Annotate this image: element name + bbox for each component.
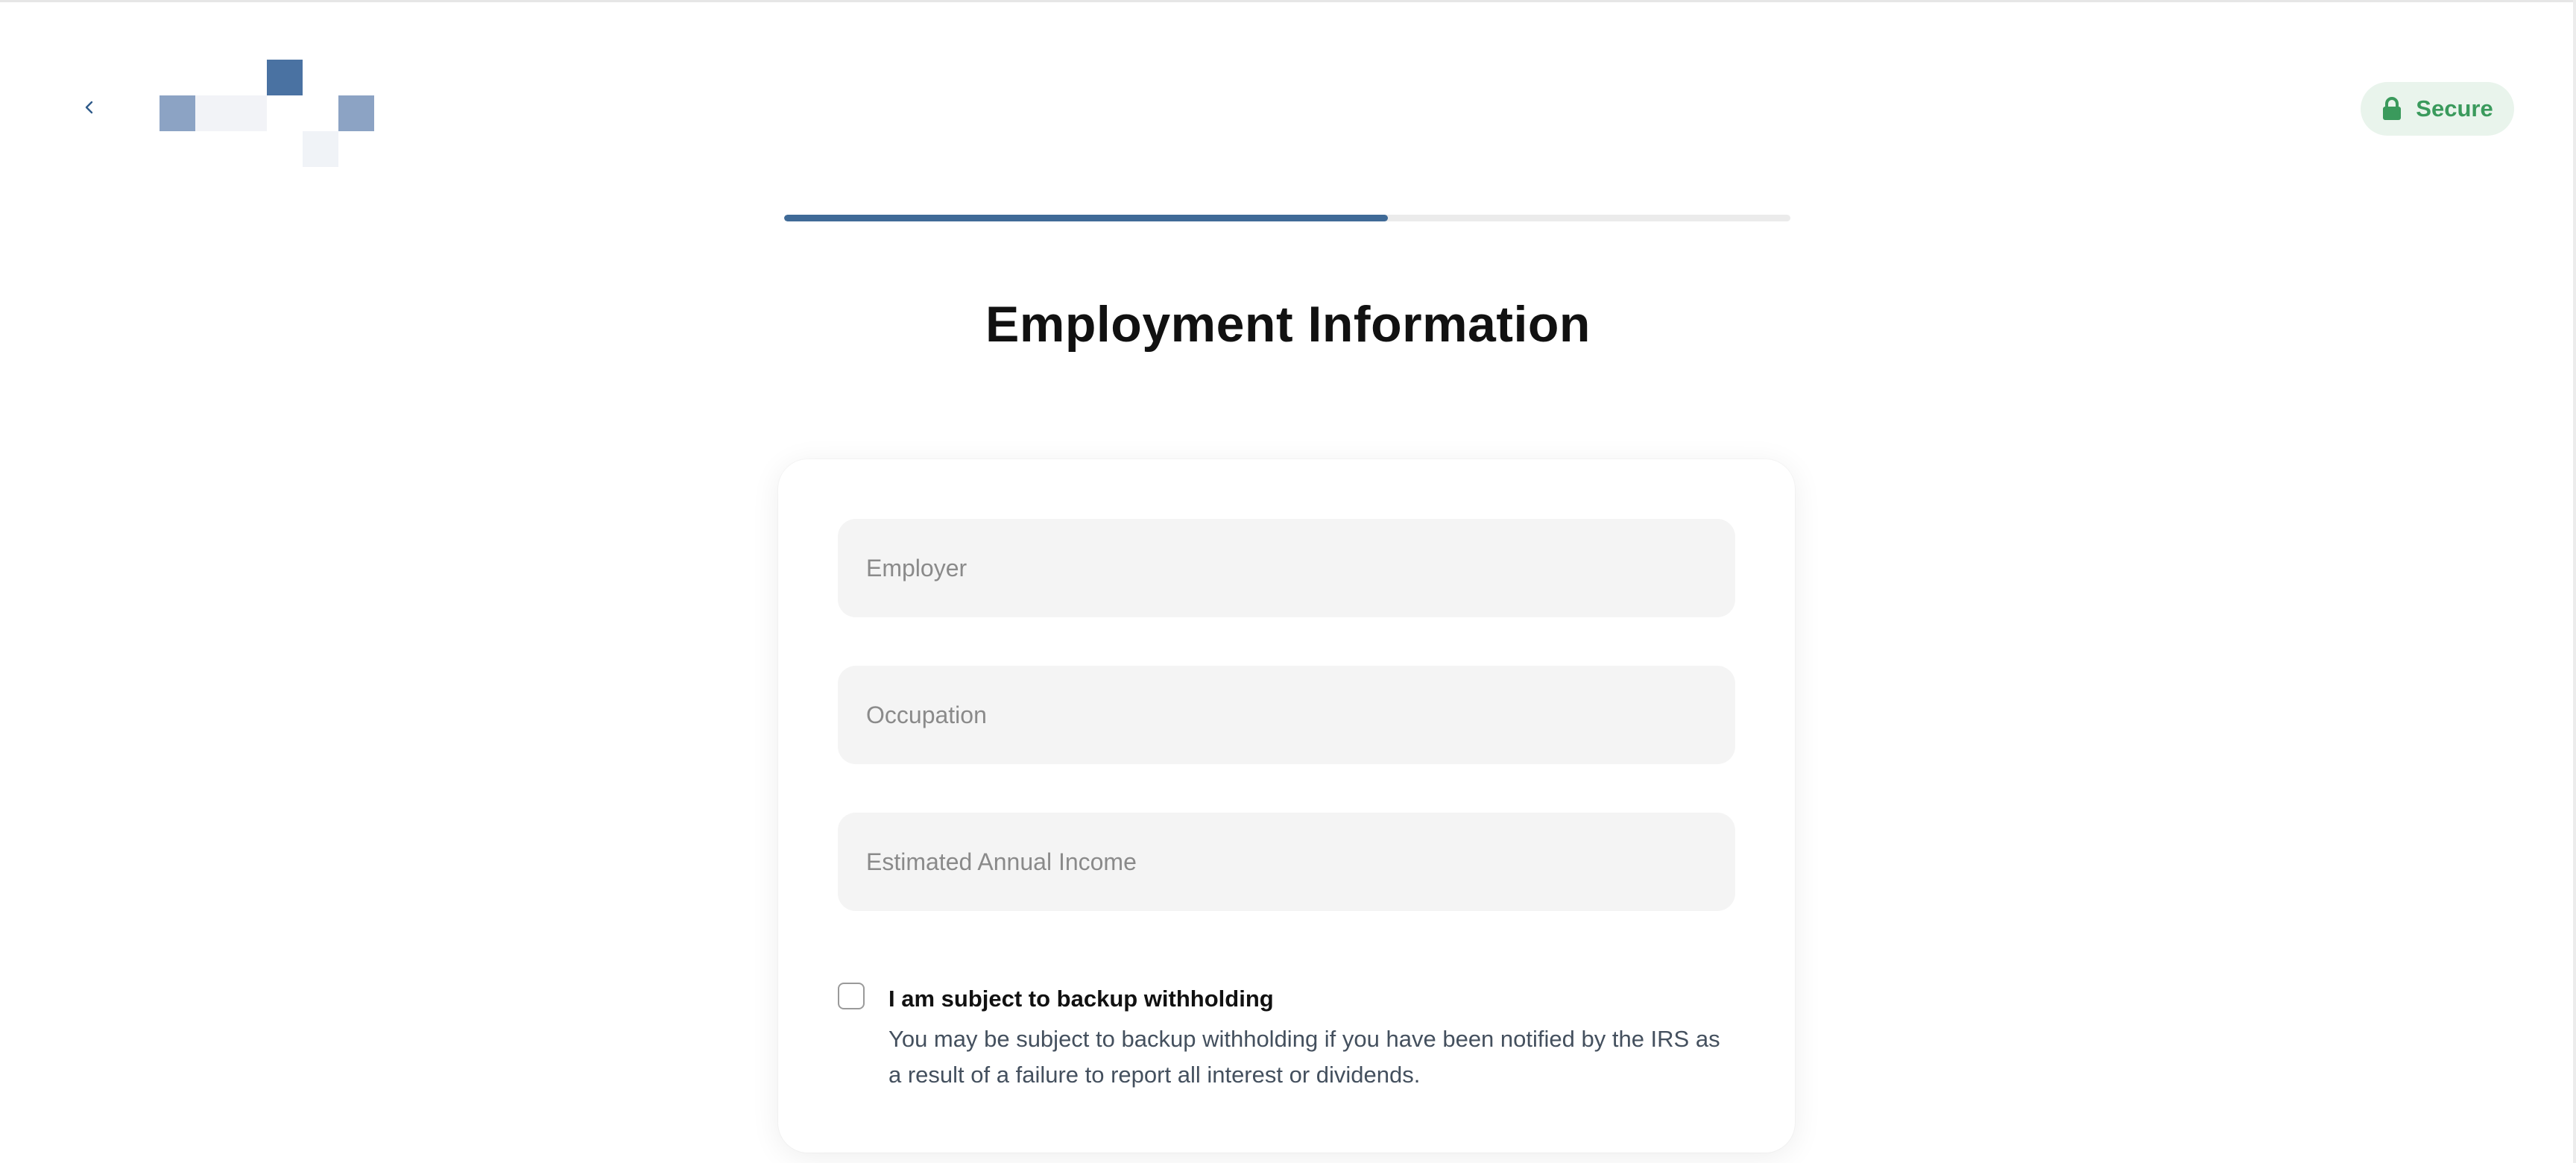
backup-withholding-description: You may be subject to backup withholding if you have been notified by the IRS as a result of a failure to report all interest or dividends. [888, 1026, 1720, 1088]
back-button[interactable] [72, 89, 107, 125]
top-divider [0, 0, 2576, 2]
annual-income-input[interactable] [838, 813, 1735, 911]
page-title: Employment Information [985, 296, 1591, 353]
backup-withholding-checkbox[interactable] [838, 983, 865, 1009]
chevron-left-icon [80, 98, 98, 116]
lock-icon [2381, 96, 2402, 122]
secure-badge [2361, 82, 2514, 136]
secure-label: Secure [2416, 95, 2493, 122]
progress-bar [784, 215, 1790, 221]
occupation-input[interactable] [838, 666, 1735, 764]
backup-withholding-label: I am subject to backup withholding [888, 986, 1274, 1012]
brand-logo [160, 60, 376, 168]
progress-fill [784, 215, 1388, 221]
employment-form-card [778, 459, 1795, 1153]
scrollbar-track[interactable] [2573, 0, 2576, 1163]
employer-input[interactable] [838, 519, 1735, 617]
